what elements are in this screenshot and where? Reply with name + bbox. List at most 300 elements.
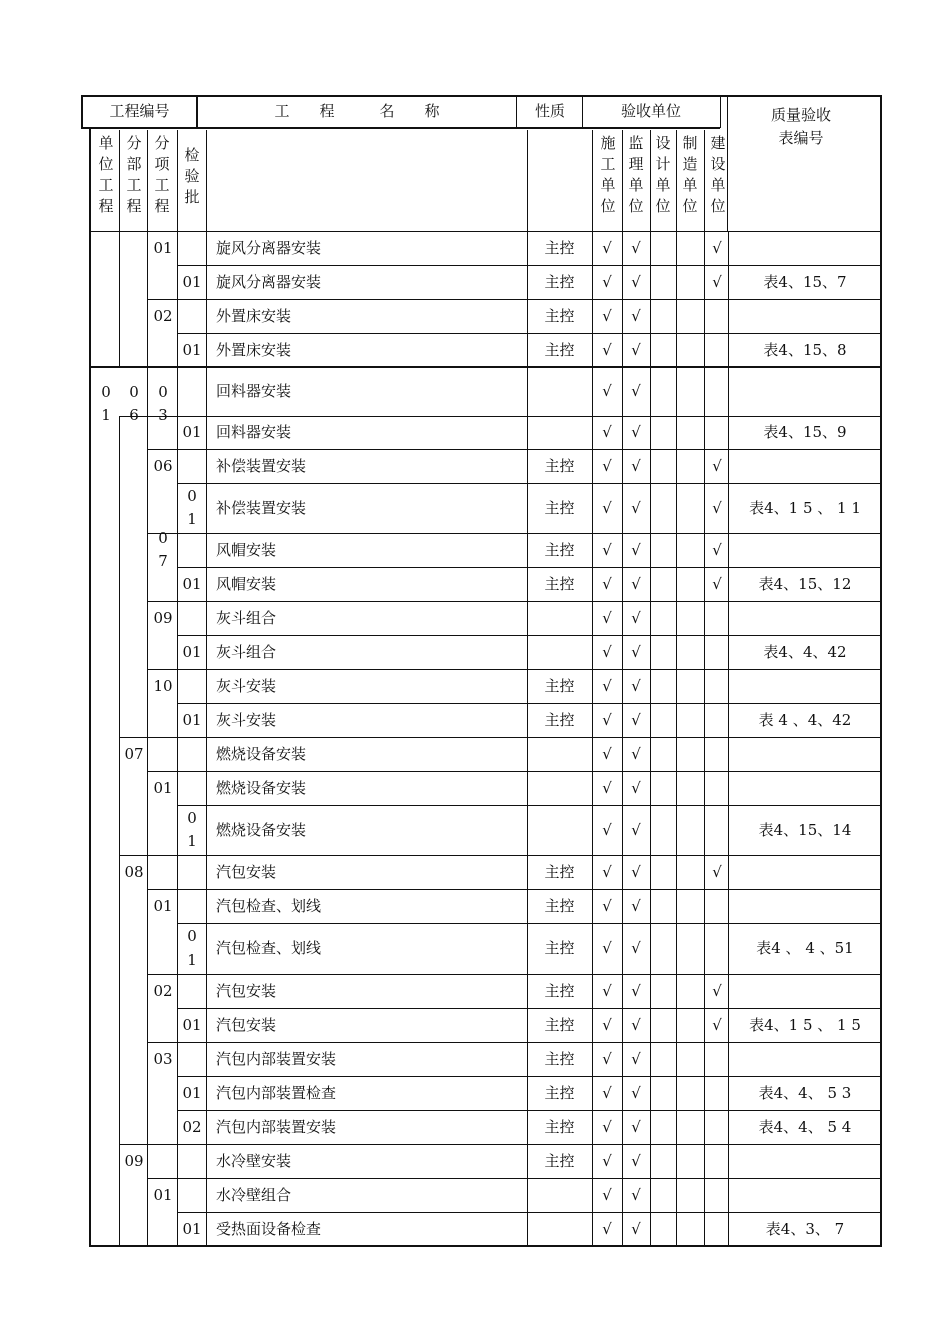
cell-sj: [650, 855, 676, 889]
cell-sg: √: [602, 778, 612, 797]
cell-c4: [178, 1178, 206, 1212]
cell-form: [730, 974, 880, 1008]
cell-zz: [676, 923, 704, 974]
cell-sg: √: [602, 382, 612, 400]
cell-jl: √: [631, 456, 641, 475]
cell-js: [704, 367, 730, 416]
cell-name: 风帽安装: [216, 540, 277, 559]
cell-c3: 09: [153, 608, 173, 627]
cell-c3: 0 7: [158, 528, 173, 570]
cell-form: 表4、15、12: [758, 574, 852, 593]
cell-sg: √: [602, 1219, 612, 1238]
cell-zz: [676, 449, 704, 483]
cell-c4: [178, 771, 206, 805]
cell-c3: [148, 923, 178, 974]
table-row: [0, 333, 950, 367]
cell-nature: [527, 737, 592, 771]
cell-c4: [178, 601, 206, 635]
cell-nature: 主控: [544, 306, 575, 325]
table-row: [0, 889, 950, 923]
cell-nature: 主控: [544, 896, 575, 915]
cell-sg: √: [602, 1185, 612, 1204]
cell-sj: [650, 449, 676, 483]
table-row: [0, 1178, 950, 1212]
cell-c4: [178, 533, 206, 567]
cell-zz: [676, 737, 704, 771]
cell-js: √: [712, 862, 722, 881]
cell-zz: [676, 533, 704, 567]
cell-form: 表4、1 5 、 1 1: [749, 498, 861, 517]
header-acceptance-group: 验收单位: [620, 102, 681, 120]
table-row: [0, 367, 950, 425]
cell-nature: [527, 771, 592, 805]
cell-sj: [650, 1008, 676, 1042]
cell-zz: [676, 333, 704, 367]
cell-name: 回料器安装: [216, 382, 292, 400]
cell-c2: [120, 1008, 148, 1042]
table-row: [0, 567, 950, 601]
cell-c1: [92, 855, 120, 889]
cell-js: [704, 1212, 730, 1246]
cell-c4: 01: [182, 710, 202, 729]
cell-js: [704, 1178, 730, 1212]
cell-sj: [650, 483, 676, 533]
cell-c1: [92, 299, 120, 333]
cell-sg: √: [602, 456, 612, 475]
cell-form: [730, 299, 880, 333]
cell-js: √: [712, 498, 722, 517]
cell-jl: √: [631, 1151, 641, 1170]
grid-line: [582, 95, 583, 128]
cell-nature: 主控: [544, 540, 575, 559]
cell-c3: [148, 567, 178, 601]
cell-c3: [148, 1076, 178, 1110]
cell-nature: 主控: [544, 340, 575, 359]
cell-c1: [92, 449, 120, 483]
cell-c4: [178, 855, 206, 889]
cell-sg: √: [602, 340, 612, 359]
cell-sj: [650, 771, 676, 805]
cell-zz: [676, 771, 704, 805]
cell-c3: 02: [153, 981, 173, 1000]
cell-zz: [676, 483, 704, 533]
cell-jl: √: [631, 1015, 641, 1034]
cell-name: 水冷壁安装: [216, 1151, 292, 1170]
cell-form: 表4、15、8: [763, 340, 847, 359]
cell-c3: 01: [153, 896, 173, 915]
cell-c1: [92, 974, 120, 1008]
cell-name: 灰斗安装: [216, 676, 277, 695]
cell-c2: [120, 483, 148, 533]
cell-c4: 0 1: [187, 927, 202, 969]
cell-js: √: [712, 540, 722, 559]
cell-sj: [650, 1042, 676, 1076]
cell-name: 灰斗组合: [216, 642, 277, 661]
cell-c2: [120, 567, 148, 601]
header-name: 工 程 名 称: [274, 102, 440, 120]
cell-sg: √: [602, 498, 612, 517]
cell-name: 外置床安装: [216, 340, 292, 359]
cell-nature: [527, 1212, 592, 1246]
cell-c2: [120, 889, 148, 923]
cell-sj: [650, 923, 676, 974]
cell-js: [704, 889, 730, 923]
cell-c4: [178, 1042, 206, 1076]
cell-c1: [92, 889, 120, 923]
header-quality-form: 质量验收 表编号: [770, 106, 831, 147]
cell-js: [704, 1110, 730, 1144]
cell-jl: √: [631, 710, 641, 729]
cell-jl: √: [631, 1049, 641, 1068]
cell-sj: [650, 416, 676, 449]
cell-c1: [92, 1110, 120, 1144]
cell-c2: [120, 1178, 148, 1212]
cell-name: 受热面设备检查: [216, 1219, 322, 1238]
cell-name: 外置床安装: [216, 306, 292, 325]
cell-zz: [676, 367, 704, 416]
cell-c2: 0 6: [129, 383, 144, 425]
cell-c3: 0 3: [158, 383, 173, 425]
cell-name: 汽包内部装置安装: [216, 1117, 337, 1136]
cell-name: 补偿装置安装: [216, 456, 307, 475]
cell-c1: [92, 1076, 120, 1110]
cell-sj: [650, 567, 676, 601]
cell-c3: 01: [153, 238, 173, 257]
cell-c1: [92, 483, 120, 533]
cell-form: 表4、4、 5 4: [758, 1117, 852, 1136]
cell-sg: √: [602, 574, 612, 593]
cell-c3: [148, 416, 178, 449]
cell-jl: √: [631, 862, 641, 881]
cell-c3: [148, 635, 178, 669]
cell-c4: [178, 299, 206, 333]
cell-name: 回料器安装: [216, 423, 292, 441]
cell-c2: [120, 533, 148, 567]
header-owner-unit: 建 设 单 位: [710, 134, 726, 215]
cell-form: [730, 367, 880, 416]
cell-name: 汽包内部装置检查: [216, 1083, 337, 1102]
cell-nature: 主控: [544, 574, 575, 593]
cell-c3: 02: [153, 306, 173, 325]
cell-nature: 主控: [544, 676, 575, 695]
cell-c1: [92, 1212, 120, 1246]
cell-name: 燃烧设备安装: [216, 744, 307, 763]
cell-c2: [120, 669, 148, 703]
cell-nature: 主控: [544, 939, 575, 957]
cell-jl: √: [631, 1219, 641, 1238]
cell-c4: [178, 737, 206, 771]
cell-sg: √: [602, 896, 612, 915]
cell-sj: [650, 601, 676, 635]
cell-jl: √: [631, 498, 641, 517]
cell-sj: [650, 1110, 676, 1144]
cell-js: [704, 805, 730, 855]
cell-zz: [676, 299, 704, 333]
cell-js: [704, 737, 730, 771]
cell-c1: [92, 923, 120, 974]
cell-name: 汽包内部装置安装: [216, 1049, 337, 1068]
cell-sg: √: [602, 820, 612, 839]
cell-name: 燃烧设备安装: [216, 820, 307, 839]
cell-sj: [650, 1212, 676, 1246]
cell-nature: 主控: [544, 1049, 575, 1068]
cell-sj: [650, 1178, 676, 1212]
cell-zz: [676, 635, 704, 669]
cell-c1: [92, 416, 120, 449]
cell-name: 汽包检查、划线: [216, 896, 322, 915]
cell-jl: √: [631, 1117, 641, 1136]
cell-js: [704, 333, 730, 367]
cell-sg: √: [602, 423, 612, 441]
cell-c2: [120, 1042, 148, 1076]
cell-c3: [148, 1212, 178, 1246]
cell-zz: [676, 1212, 704, 1246]
cell-c4: 01: [182, 272, 202, 291]
cell-form: 表4、15、7: [763, 272, 847, 291]
cell-c3: 06: [153, 456, 173, 475]
cell-zz: [676, 416, 704, 449]
cell-c4: [178, 231, 206, 265]
grid-line: [81, 95, 882, 97]
cell-c1: [92, 1178, 120, 1212]
cell-c2: [120, 923, 148, 974]
cell-form: 表4、15、9: [763, 423, 847, 441]
grid-line: [206, 130, 207, 231]
header-code-group: 工程编号: [109, 102, 170, 120]
grid-line: [592, 130, 593, 231]
cell-sg: √: [602, 306, 612, 325]
table-row: [0, 1076, 950, 1110]
cell-c3: [148, 265, 178, 299]
header-nature: 性质: [534, 102, 565, 120]
table-row: [0, 737, 950, 771]
cell-zz: [676, 974, 704, 1008]
cell-c2: [120, 333, 148, 367]
cell-jl: √: [631, 423, 641, 441]
cell-c2: [120, 601, 148, 635]
cell-form: [730, 231, 880, 265]
table-row: [0, 601, 950, 635]
cell-sj: [650, 265, 676, 299]
cell-zz: [676, 1008, 704, 1042]
cell-c2: 07: [124, 744, 144, 763]
cell-js: [704, 635, 730, 669]
table-row: [0, 635, 950, 669]
cell-sj: [650, 703, 676, 737]
cell-nature: 主控: [544, 1151, 575, 1170]
cell-jl: √: [631, 676, 641, 695]
cell-c1: [92, 533, 120, 567]
cell-form: 表4 、 4 、51: [756, 939, 854, 957]
cell-js: [704, 299, 730, 333]
cell-name: 补偿装置安装: [216, 498, 307, 517]
cell-nature: [527, 367, 592, 416]
cell-c1: [92, 601, 120, 635]
cell-js: √: [712, 1015, 722, 1034]
cell-nature: [527, 635, 592, 669]
cell-sg: √: [602, 862, 612, 881]
cell-c3: [148, 1008, 178, 1042]
cell-c1: [92, 669, 120, 703]
cell-jl: √: [631, 939, 641, 957]
cell-js: √: [712, 238, 722, 257]
cell-jl: √: [631, 1083, 641, 1102]
cell-form: 表4、15、14: [758, 820, 852, 839]
cell-sg: √: [602, 1049, 612, 1068]
header-supervision-unit: 监 理 单 位: [628, 134, 644, 215]
cell-form: [730, 601, 880, 635]
cell-name: 灰斗安装: [216, 710, 277, 729]
cell-form: [730, 669, 880, 703]
cell-name: 旋风分离器安装: [216, 272, 322, 291]
cell-nature: 主控: [544, 238, 575, 257]
cell-zz: [676, 1110, 704, 1144]
cell-sj: [650, 367, 676, 416]
header-construction-unit: 施 工 单 位: [600, 134, 616, 215]
cell-c2: [120, 1212, 148, 1246]
cell-c1: [92, 1008, 120, 1042]
cell-js: √: [712, 574, 722, 593]
cell-c1: 0 1: [101, 383, 116, 425]
cell-sj: [650, 1144, 676, 1178]
cell-name: 灰斗组合: [216, 608, 277, 627]
table-row: [0, 416, 950, 449]
cell-c2: [120, 974, 148, 1008]
cell-sg: √: [602, 642, 612, 661]
cell-c3: [148, 483, 178, 533]
cell-form: [730, 533, 880, 567]
cell-c2: [120, 771, 148, 805]
cell-c2: 09: [124, 1151, 144, 1170]
cell-nature: 主控: [544, 862, 575, 881]
cell-sj: [650, 635, 676, 669]
cell-c1: [92, 805, 120, 855]
cell-c2: [120, 635, 148, 669]
cell-jl: √: [631, 540, 641, 559]
cell-zz: [676, 855, 704, 889]
cell-nature: [527, 805, 592, 855]
cell-c2: [120, 449, 148, 483]
cell-c2: [120, 1076, 148, 1110]
cell-sj: [650, 805, 676, 855]
cell-zz: [676, 1178, 704, 1212]
cell-jl: √: [631, 744, 641, 763]
cell-nature: 主控: [544, 1117, 575, 1136]
cell-c4: 01: [182, 1219, 202, 1238]
grid-line: [527, 130, 528, 231]
cell-jl: √: [631, 574, 641, 593]
cell-c3: 01: [153, 1185, 173, 1204]
cell-nature: 主控: [544, 456, 575, 475]
cell-c1: [92, 333, 120, 367]
table-row: [0, 1144, 950, 1178]
cell-sg: √: [602, 676, 612, 695]
cell-form: [730, 855, 880, 889]
cell-c1: [92, 231, 120, 265]
cell-c2: [120, 703, 148, 737]
table-row: [0, 974, 950, 1008]
cell-c4: [178, 1144, 206, 1178]
table-row: [0, 299, 950, 333]
cell-c4: 01: [182, 574, 202, 593]
cell-jl: √: [631, 608, 641, 627]
cell-sg: √: [602, 1083, 612, 1102]
cell-c4: 01: [182, 423, 202, 441]
cell-c2: [120, 299, 148, 333]
table-row: [0, 855, 950, 889]
cell-js: [704, 669, 730, 703]
cell-name: 风帽安装: [216, 574, 277, 593]
cell-zz: [676, 805, 704, 855]
table-row: [0, 483, 950, 533]
cell-zz: [676, 1144, 704, 1178]
table-row: [0, 1212, 950, 1246]
cell-js: √: [712, 272, 722, 291]
cell-c4: 01: [182, 340, 202, 359]
cell-c3: 03: [153, 1049, 173, 1068]
cell-c4: 0 1: [187, 808, 202, 850]
table-row: [0, 703, 950, 737]
cell-c1: [92, 1042, 120, 1076]
cell-js: [704, 923, 730, 974]
cell-c2: [120, 1110, 148, 1144]
cell-sg: √: [602, 1015, 612, 1034]
table-row: [0, 265, 950, 299]
cell-c2: [120, 805, 148, 855]
cell-form: 表4、3、 7: [765, 1219, 845, 1238]
cell-c1: [92, 703, 120, 737]
cell-sj: [650, 889, 676, 923]
cell-c1: [92, 771, 120, 805]
cell-sj: [650, 737, 676, 771]
grid-line: [720, 95, 721, 128]
cell-zz: [676, 1076, 704, 1110]
cell-c3: [148, 333, 178, 367]
cell-zz: [676, 601, 704, 635]
header-design-unit: 设 计 单 位: [655, 134, 671, 215]
cell-jl: √: [631, 1185, 641, 1204]
cell-nature: 主控: [544, 498, 575, 517]
cell-c1: [92, 737, 120, 771]
cell-zz: [676, 567, 704, 601]
cell-nature: [527, 1178, 592, 1212]
cell-c4: [178, 889, 206, 923]
cell-c3: 10: [153, 676, 173, 695]
cell-form: 表4、4、42: [763, 642, 847, 661]
cell-sj: [650, 669, 676, 703]
cell-name: 水冷壁组合: [216, 1185, 292, 1204]
table-row: [0, 1008, 950, 1042]
cell-jl: √: [631, 820, 641, 839]
cell-sg: √: [602, 981, 612, 1000]
cell-c3: [148, 1110, 178, 1144]
cell-sg: √: [602, 540, 612, 559]
cell-c2: [120, 265, 148, 299]
header-inspection-lot: 检 验 批: [184, 146, 200, 206]
cell-js: [704, 601, 730, 635]
cell-sg: √: [602, 238, 612, 257]
cell-form: [730, 889, 880, 923]
cell-sj: [650, 299, 676, 333]
cell-nature: 主控: [544, 272, 575, 291]
cell-form: 表4、4、 5 3: [758, 1083, 852, 1102]
cell-sj: [650, 231, 676, 265]
cell-form: [730, 771, 880, 805]
cell-c3: [148, 703, 178, 737]
cell-c1: [92, 567, 120, 601]
table-row: [0, 231, 950, 265]
cell-jl: √: [631, 896, 641, 915]
